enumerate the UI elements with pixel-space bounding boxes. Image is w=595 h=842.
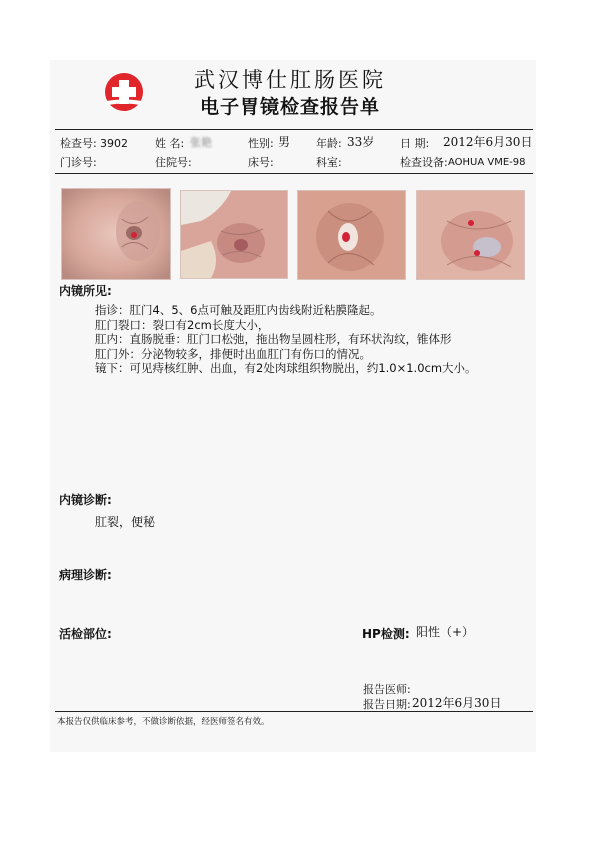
name-label: 姓 名: xyxy=(155,137,185,150)
device-label: 检查设备: xyxy=(400,156,448,169)
reporting-doctor-label: 报告医师: xyxy=(363,683,411,696)
exam-no-label: 检查号: xyxy=(60,137,97,150)
gender-label: 性别: xyxy=(248,137,274,150)
endoscopy-image-2 xyxy=(180,190,288,279)
findings-text xyxy=(95,303,477,376)
header-divider-bottom xyxy=(55,173,533,174)
department-label: 科室: xyxy=(316,156,342,169)
biopsy-site-heading: 活检部位: xyxy=(59,627,112,641)
gender-value: 男 xyxy=(278,135,291,149)
hp-test-label: HP检测: xyxy=(362,627,410,641)
endoscopy-image-4 xyxy=(416,190,525,280)
red-cross-hospital-icon xyxy=(104,72,144,112)
device-value: AOHUA VME-98 xyxy=(448,157,526,168)
date-value: 2012年6月30日 xyxy=(443,135,533,149)
pathology-heading: 病理诊断: xyxy=(59,568,112,582)
header-divider-top xyxy=(55,129,533,130)
hospital-name: 武汉博仕肛肠医院 xyxy=(194,68,386,92)
report-date-label: 报告日期: xyxy=(363,698,411,711)
hp-test-value: 阳性（+） xyxy=(416,625,475,639)
diagnosis-text: 肛裂，便秘 xyxy=(95,515,156,529)
inpatient-no-label: 住院号: xyxy=(155,156,192,169)
footer-divider xyxy=(55,711,533,712)
exam-no-value: 3902 xyxy=(100,137,128,150)
date-label: 日 期: xyxy=(400,137,430,150)
findings-line: 肛门外：分泌物较多，排便时出血肛门有伤口的情况。 xyxy=(95,346,371,361)
findings-heading: 内镜所见: xyxy=(59,284,112,298)
endoscopy-image-3 xyxy=(297,190,406,280)
findings-line: 肛内：直肠脱垂：肛门口松弛，拖出物呈圆柱形，有环状沟纹，锥体形 xyxy=(95,332,452,347)
endoscopy-image-1 xyxy=(61,188,171,280)
patient-name-value: 张艳 xyxy=(190,136,212,149)
age-label: 年龄: xyxy=(316,137,342,150)
bed-no-label: 床号: xyxy=(248,156,274,169)
findings-line: 指诊：肛门4、5、6点可触及距肛内齿线附近粘膜隆起。 xyxy=(95,303,382,317)
findings-line: 肛门裂口：裂口有2cm长度大小， xyxy=(95,317,270,332)
findings-line: 镜下：可见痔核红肿、出血，有2处肉球组织物脱出，约1.0×1.0cm大小。 xyxy=(95,361,477,376)
report-date-value: 2012年6月30日 xyxy=(412,696,502,710)
outpatient-no-label: 门诊号: xyxy=(60,156,97,169)
report-title: 电子胃镜检查报告单 xyxy=(199,96,380,118)
disclaimer: 本报告仅供临床参考，不做诊断依据，经医师签名有效。 xyxy=(57,717,270,727)
diagnosis-heading: 内镜诊断: xyxy=(59,493,112,507)
age-value: 33岁 xyxy=(347,135,375,149)
